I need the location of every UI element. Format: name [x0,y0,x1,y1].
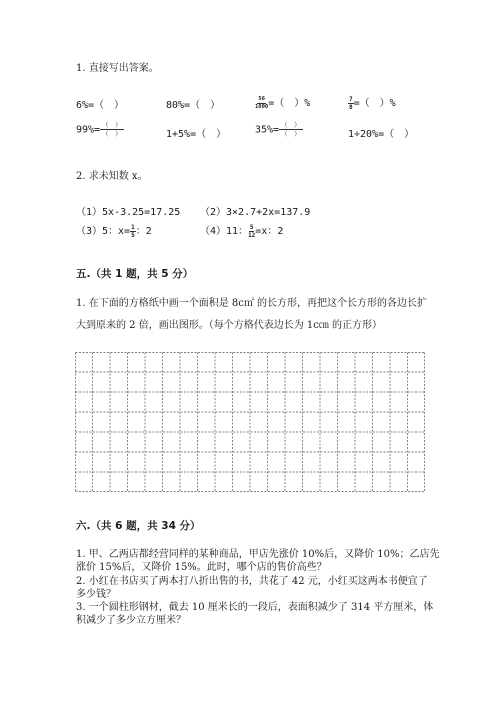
fraction-numerator: 1 [131,223,135,231]
section-6-q1-line-1: 1. 甲、乙两店都经营同样的某种商品，甲店先涨价 10%后，又降价 10%；乙店先 [76,549,440,560]
section-6-q2-line-1: 2. 小红在书店买了两本打八折出售的书，共花了 42 元，小红买这两本书便宜了 [76,576,428,587]
equation-2: （2）3×2.7+2x=137.9 [200,207,311,218]
fraction-denominator: （ ） [281,130,301,138]
fraction [255,96,268,111]
question-2-title: 2. 求未知数 x。 [76,171,148,182]
square-grid-paper [75,352,425,492]
section-5-heading: 五.（共 1 题，共 5 分） [76,268,194,280]
calc-r2-c [255,121,303,138]
section-5-question-line-2: 大到原来的 2 倍，画出图形。（每个方格代表边长为 1c㎝ 的正方形） [76,320,383,331]
question-1-title: 1. 直接写出答案。 [76,63,159,74]
section-5-question-line-1: 1. 在下面的方格纸中画一个面积是 8c㎡ 的长方形，再把这个长方形的各边长扩 [76,298,428,309]
equation-3 [76,222,152,239]
calc-r2-a-pre: 99%= [76,124,101,136]
calc-r1-c-rest: =（ ）% [268,98,311,109]
section-6-heading: 六.（共 6 题，共 34 分） [76,520,201,532]
section-6-q1-line-2: 涨价 15%后，又降价 15%。此时，哪个店的售价高些？ [76,562,327,573]
fraction-numerator: 56 [258,95,265,102]
fraction-denominator: （ ） [102,130,122,138]
fraction-numerator: 5 [249,223,254,231]
fraction-numerator: （ ） [102,121,122,129]
section-6-q3-line-2: 积减少了多少立方厘米？ [76,615,186,626]
calc-r1-a: 6%=（ ） [76,100,125,111]
fraction [100,121,124,138]
calc-r2-b: 1+5%=（ ） [166,129,227,140]
fraction-denominator: 8 [349,103,353,111]
calc-r2-d: 1÷20%=（ ） [348,129,415,140]
section-6-q3-line-1: 3. 一个圆柱形钢材，截去 10 厘米长的一段后，表面积减少了 314 平方厘米，体 [76,602,434,613]
calc-r1-b: 80%=（ ） [166,100,221,111]
equation-3-post: ：2 [135,226,152,237]
calc-r1-c [255,94,310,111]
section-6-q2-line-2: 多少钱？ [76,589,116,600]
fraction-denominator: 1000 [255,103,269,110]
fraction [279,121,303,138]
fraction-numerator: （ ） [281,121,301,129]
calc-r1-d-rest: =（ ）% [353,98,396,109]
calc-r1-d [348,94,396,111]
equation-3-pre: （3）5：x= [76,226,131,237]
fraction-denominator: 5 [131,231,135,239]
fraction-denominator: 12 [248,231,256,239]
fraction-numerator: 7 [349,95,353,103]
equation-4 [200,222,283,239]
equation-1: （1）5x-3.25=17.25 [76,207,181,218]
calc-r2-c-pre: 35%= [255,124,280,136]
equation-4-post: =x：2 [255,226,284,237]
calc-r2-a [76,121,124,138]
equation-4-pre: （4）11： [200,226,249,237]
